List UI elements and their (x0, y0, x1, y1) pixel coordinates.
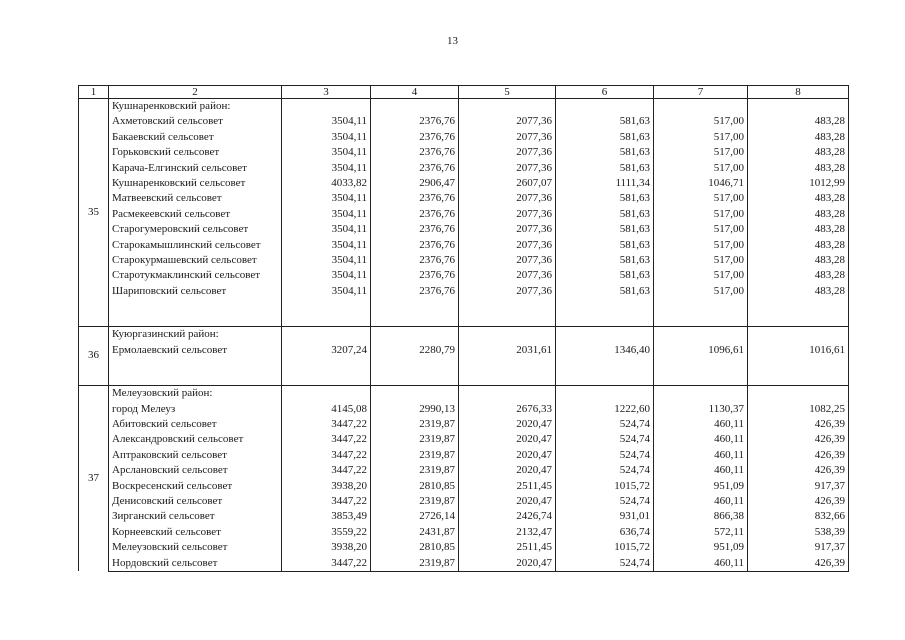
settlement-name: Александровский сельсовет (109, 432, 282, 447)
empty-cell (654, 358, 748, 386)
settlement-name: Зирганский сельсовет (109, 509, 282, 524)
value-cell-col8: 483,28 (748, 145, 849, 160)
value-cell-col3: 3853,49 (282, 509, 371, 524)
value-cell-col6: 524,74 (556, 556, 654, 572)
value-cell-col7: 572,11 (654, 525, 748, 540)
value-cell-col7: 460,11 (654, 448, 748, 463)
header-cell: 2 (109, 86, 282, 99)
table-row (79, 448, 849, 463)
section-number: 36 (79, 327, 109, 386)
settlement-name: Арслановский сельсовет (109, 463, 282, 478)
value-cell-col3: 3504,11 (282, 238, 371, 253)
value-cell-col5: 2607,07 (459, 176, 556, 191)
table-row (79, 207, 849, 222)
value-cell-col3: 4145,08 (282, 402, 371, 417)
value-cell-col5: 2077,36 (459, 145, 556, 160)
value-cell-col7: 517,00 (654, 130, 748, 145)
table-row (79, 130, 849, 145)
table-row (79, 145, 849, 160)
value-cell-col6: 581,63 (556, 207, 654, 222)
empty-cell (556, 327, 654, 343)
settlement-name: Старокурмашевский сельсовет (109, 253, 282, 268)
table-body (79, 86, 849, 572)
empty-cell (459, 299, 556, 327)
empty-cell (371, 386, 459, 402)
value-cell-col7: 1130,37 (654, 402, 748, 417)
value-cell-col5: 2676,33 (459, 402, 556, 417)
value-cell-col7: 1096,61 (654, 343, 748, 358)
settlement-name: Горьковский сельсовет (109, 145, 282, 160)
table-row (79, 253, 849, 268)
value-cell-col4: 2319,87 (371, 556, 459, 572)
value-cell-col7: 517,00 (654, 161, 748, 176)
value-cell-col6: 581,63 (556, 238, 654, 253)
value-cell-col3: 3938,20 (282, 479, 371, 494)
value-cell-col8: 917,37 (748, 479, 849, 494)
settlement-name: город Мелеуз (109, 402, 282, 417)
value-cell-col5: 2077,36 (459, 222, 556, 237)
header-cell: 4 (371, 86, 459, 99)
header-cell: 8 (748, 86, 849, 99)
value-cell-col7: 866,38 (654, 509, 748, 524)
settlement-name: Абитовский сельсовет (109, 417, 282, 432)
empty-cell (748, 386, 849, 402)
spacer-row (79, 358, 849, 386)
empty-cell (371, 99, 459, 115)
empty-cell (109, 358, 282, 386)
header-cell: 6 (556, 86, 654, 99)
value-cell-col3: 3938,20 (282, 540, 371, 555)
value-cell-col4: 2376,76 (371, 145, 459, 160)
empty-cell (282, 358, 371, 386)
value-cell-col7: 517,00 (654, 145, 748, 160)
value-cell-col4: 2376,76 (371, 222, 459, 237)
value-cell-col4: 2376,76 (371, 253, 459, 268)
value-cell-col5: 2077,36 (459, 207, 556, 222)
district-row (79, 99, 849, 115)
settlement-name: Кушнаренковский сельсовет (109, 176, 282, 191)
table-row (79, 268, 849, 283)
value-cell-col3: 3447,22 (282, 448, 371, 463)
empty-cell (371, 358, 459, 386)
value-cell-col7: 517,00 (654, 191, 748, 206)
value-cell-col5: 2426,74 (459, 509, 556, 524)
value-cell-col7: 517,00 (654, 207, 748, 222)
value-cell-col6: 524,74 (556, 463, 654, 478)
header-row (79, 86, 849, 99)
value-cell-col4: 2376,76 (371, 161, 459, 176)
value-cell-col4: 2376,76 (371, 207, 459, 222)
value-cell-col6: 1015,72 (556, 540, 654, 555)
value-cell-col3: 3504,11 (282, 114, 371, 129)
value-cell-col8: 483,28 (748, 191, 849, 206)
empty-cell (459, 358, 556, 386)
table-row (79, 540, 849, 555)
value-cell-col5: 2077,36 (459, 253, 556, 268)
value-cell-col8: 426,39 (748, 494, 849, 509)
value-cell-col4: 2319,87 (371, 448, 459, 463)
value-cell-col7: 517,00 (654, 222, 748, 237)
value-cell-col4: 2810,85 (371, 479, 459, 494)
value-cell-col7: 460,11 (654, 494, 748, 509)
value-cell-col4: 2319,87 (371, 463, 459, 478)
value-cell-col8: 1016,61 (748, 343, 849, 358)
value-cell-col5: 2020,47 (459, 463, 556, 478)
value-cell-col3: 3447,22 (282, 556, 371, 572)
empty-cell (556, 358, 654, 386)
value-cell-col3: 3504,11 (282, 253, 371, 268)
value-cell-col4: 2319,87 (371, 417, 459, 432)
empty-cell (371, 299, 459, 327)
settlement-name: Расмекеевский сельсовет (109, 207, 282, 222)
empty-cell (459, 327, 556, 343)
value-cell-col4: 2726,14 (371, 509, 459, 524)
value-cell-col3: 4033,82 (282, 176, 371, 191)
district-name: Кушнаренковский район: (109, 99, 282, 115)
value-cell-col3: 3504,11 (282, 145, 371, 160)
value-cell-col8: 426,39 (748, 432, 849, 447)
section-number: 35 (79, 99, 109, 327)
value-cell-col8: 483,28 (748, 284, 849, 299)
value-cell-col6: 1222,60 (556, 402, 654, 417)
district-name: Куюргазинский район: (109, 327, 282, 343)
value-cell-col5: 2077,36 (459, 161, 556, 176)
value-cell-col8: 483,28 (748, 253, 849, 268)
value-cell-col3: 3504,11 (282, 191, 371, 206)
value-cell-col8: 483,28 (748, 207, 849, 222)
table-row (79, 463, 849, 478)
value-cell-col3: 3207,24 (282, 343, 371, 358)
value-cell-col5: 2132,47 (459, 525, 556, 540)
value-cell-col7: 517,00 (654, 114, 748, 129)
district-row (79, 386, 849, 402)
value-cell-col3: 3504,11 (282, 284, 371, 299)
value-cell-col8: 426,39 (748, 448, 849, 463)
value-cell-col6: 1346,40 (556, 343, 654, 358)
value-cell-col8: 917,37 (748, 540, 849, 555)
empty-cell (109, 299, 282, 327)
value-cell-col4: 2319,87 (371, 494, 459, 509)
value-cell-col5: 2020,47 (459, 556, 556, 572)
value-cell-col8: 832,66 (748, 509, 849, 524)
spacer-row (79, 299, 849, 327)
value-cell-col7: 517,00 (654, 253, 748, 268)
table-row (79, 432, 849, 447)
value-cell-col7: 951,09 (654, 540, 748, 555)
table-row (79, 284, 849, 299)
value-cell-col5: 2077,36 (459, 191, 556, 206)
value-cell-col6: 581,63 (556, 145, 654, 160)
settlement-name: Корнеевский сельсовет (109, 525, 282, 540)
value-cell-col3: 3559,22 (282, 525, 371, 540)
section-number: 37 (79, 386, 109, 572)
table-row (79, 176, 849, 191)
empty-cell (282, 99, 371, 115)
value-cell-col5: 2020,47 (459, 417, 556, 432)
table-row (79, 479, 849, 494)
settlement-name: Старокамышлинский сельсовет (109, 238, 282, 253)
settlement-name: Бакаевский сельсовет (109, 130, 282, 145)
value-cell-col7: 517,00 (654, 284, 748, 299)
value-cell-col3: 3447,22 (282, 463, 371, 478)
empty-cell (282, 327, 371, 343)
value-cell-col3: 3504,11 (282, 207, 371, 222)
value-cell-col5: 2077,36 (459, 114, 556, 129)
value-cell-col6: 524,74 (556, 448, 654, 463)
value-cell-col6: 581,63 (556, 191, 654, 206)
value-cell-col4: 2376,76 (371, 238, 459, 253)
settlement-name: Ахметовский сельсовет (109, 114, 282, 129)
table-row (79, 509, 849, 524)
settlement-name: Карача-Елгинский сельсовет (109, 161, 282, 176)
value-cell-col5: 2020,47 (459, 448, 556, 463)
value-cell-col4: 2376,76 (371, 114, 459, 129)
value-cell-col6: 581,63 (556, 161, 654, 176)
value-cell-col7: 460,11 (654, 556, 748, 572)
value-cell-col8: 483,28 (748, 238, 849, 253)
value-cell-col5: 2020,47 (459, 494, 556, 509)
value-cell-col4: 2280,79 (371, 343, 459, 358)
value-cell-col5: 2020,47 (459, 432, 556, 447)
settlement-name: Старогумеровский сельсовет (109, 222, 282, 237)
value-cell-col6: 524,74 (556, 494, 654, 509)
value-cell-col6: 524,74 (556, 417, 654, 432)
empty-cell (654, 99, 748, 115)
header-cell: 5 (459, 86, 556, 99)
settlement-name: Мелеузовский сельсовет (109, 540, 282, 555)
settlement-name: Нордовский сельсовет (109, 556, 282, 572)
value-cell-col6: 581,63 (556, 268, 654, 283)
empty-cell (654, 386, 748, 402)
value-cell-col8: 483,28 (748, 161, 849, 176)
empty-cell (556, 386, 654, 402)
value-cell-col8: 426,39 (748, 463, 849, 478)
table-row (79, 402, 849, 417)
value-cell-col3: 3504,11 (282, 161, 371, 176)
empty-cell (556, 99, 654, 115)
empty-cell (748, 358, 849, 386)
empty-cell (459, 386, 556, 402)
value-cell-col6: 524,74 (556, 432, 654, 447)
value-cell-col6: 581,63 (556, 284, 654, 299)
value-cell-col5: 2077,36 (459, 238, 556, 253)
value-cell-col5: 2031,61 (459, 343, 556, 358)
empty-cell (459, 99, 556, 115)
value-cell-col8: 1012,99 (748, 176, 849, 191)
value-cell-col8: 483,28 (748, 114, 849, 129)
value-cell-col4: 2990,13 (371, 402, 459, 417)
data-table (78, 85, 849, 572)
empty-cell (748, 327, 849, 343)
value-cell-col6: 581,63 (556, 253, 654, 268)
table-row (79, 343, 849, 358)
value-cell-col4: 2376,76 (371, 191, 459, 206)
value-cell-col4: 2376,76 (371, 130, 459, 145)
value-cell-col3: 3447,22 (282, 432, 371, 447)
table-row (79, 556, 849, 572)
value-cell-col5: 2077,36 (459, 284, 556, 299)
value-cell-col8: 483,28 (748, 130, 849, 145)
value-cell-col4: 2319,87 (371, 432, 459, 447)
value-cell-col7: 517,00 (654, 238, 748, 253)
value-cell-col7: 460,11 (654, 432, 748, 447)
header-cell: 3 (282, 86, 371, 99)
table-row (79, 417, 849, 432)
table-row (79, 494, 849, 509)
empty-cell (748, 299, 849, 327)
empty-cell (654, 299, 748, 327)
page-number: 13 (447, 35, 458, 47)
header-cell: 7 (654, 86, 748, 99)
value-cell-col5: 2077,36 (459, 130, 556, 145)
value-cell-col6: 581,63 (556, 114, 654, 129)
value-cell-col7: 460,11 (654, 417, 748, 432)
value-cell-col3: 3504,11 (282, 130, 371, 145)
value-cell-col5: 2511,45 (459, 479, 556, 494)
value-cell-col8: 1082,25 (748, 402, 849, 417)
value-cell-col6: 581,63 (556, 222, 654, 237)
empty-cell (556, 299, 654, 327)
empty-cell (748, 99, 849, 115)
settlement-name: Ермолаевский сельсовет (109, 343, 282, 358)
table-row (79, 238, 849, 253)
value-cell-col6: 931,01 (556, 509, 654, 524)
table-row (79, 222, 849, 237)
table-row (79, 114, 849, 129)
value-cell-col8: 483,28 (748, 268, 849, 283)
empty-cell (282, 386, 371, 402)
value-cell-col7: 1046,71 (654, 176, 748, 191)
value-cell-col8: 538,39 (748, 525, 849, 540)
value-cell-col7: 517,00 (654, 268, 748, 283)
value-cell-col3: 3447,22 (282, 494, 371, 509)
district-row (79, 327, 849, 343)
header-cell: 1 (79, 86, 109, 99)
value-cell-col8: 426,39 (748, 556, 849, 572)
value-cell-col6: 581,63 (556, 130, 654, 145)
value-cell-col6: 636,74 (556, 525, 654, 540)
value-cell-col4: 2810,85 (371, 540, 459, 555)
table-row (79, 191, 849, 206)
value-cell-col3: 3447,22 (282, 417, 371, 432)
value-cell-col6: 1111,34 (556, 176, 654, 191)
value-cell-col5: 2077,36 (459, 268, 556, 283)
district-name: Мелеузовский район: (109, 386, 282, 402)
value-cell-col4: 2376,76 (371, 268, 459, 283)
settlement-name: Денисовский сельсовет (109, 494, 282, 509)
settlement-name: Матвеевский сельсовет (109, 191, 282, 206)
value-cell-col3: 3504,11 (282, 222, 371, 237)
table-row (79, 525, 849, 540)
value-cell-col8: 483,28 (748, 222, 849, 237)
empty-cell (282, 299, 371, 327)
value-cell-col6: 1015,72 (556, 479, 654, 494)
value-cell-col3: 3504,11 (282, 268, 371, 283)
table-row (79, 161, 849, 176)
empty-cell (371, 327, 459, 343)
value-cell-col7: 951,09 (654, 479, 748, 494)
value-cell-col8: 426,39 (748, 417, 849, 432)
value-cell-col5: 2511,45 (459, 540, 556, 555)
value-cell-col4: 2376,76 (371, 284, 459, 299)
settlement-name: Шариповский сельсовет (109, 284, 282, 299)
empty-cell (654, 327, 748, 343)
value-cell-col7: 460,11 (654, 463, 748, 478)
settlement-name: Аптраковский сельсовет (109, 448, 282, 463)
settlement-name: Старотукмаклинский сельсовет (109, 268, 282, 283)
value-cell-col4: 2431,87 (371, 525, 459, 540)
value-cell-col4: 2906,47 (371, 176, 459, 191)
settlement-name: Воскресенский сельсовет (109, 479, 282, 494)
